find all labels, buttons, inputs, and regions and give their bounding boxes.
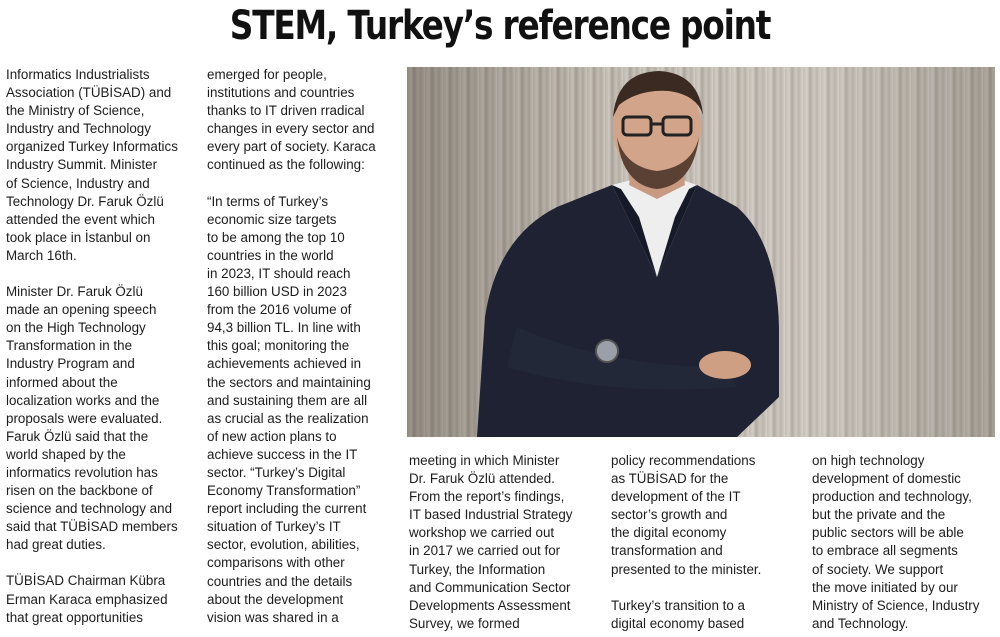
man-portrait-icon — [407, 67, 995, 437]
portrait-photo — [407, 67, 995, 437]
paragraph: Minister Dr. Faruk Özlü made an opening speech on the High Technology Transformation in the Industry Program and informed about the localization works and the proposals were evaluated. Faruk Özlü said that the world shaped by the informatics revolution has risen on the backbone of science and technology and said that TÜBİSAD members had great duties. — [6, 284, 178, 553]
paragraph: on high technology development of domestic production and technology, but the private and the public sectors will be able to embrace all segments of society. We support the move initiated by our Ministry of Science, Industry and Technology. — [812, 453, 980, 631]
article-column-1 — [6, 66, 196, 627]
paragraph: TÜBİSAD Chairman Kübra Erman Karaca emphasized that great opportunities — [6, 573, 168, 625]
headline: STEM, Turkey’s reference point — [229, 3, 771, 49]
paragraph: “In terms of Turkey’s economic size targets to be among the top 10 countries in the world in 2023, IT should reach 160 billion USD in 2023 from the 2016 volume of 94,3 billion TL. In line with this goal; monitoring the achievements achieved in the sectors and maintaining and sustaining them are all as crucial as the realization of new action plans to achieve success in the IT sector. “Turkey’s Digital Economy Transformation” report including the current situation of Turkey’s IT sector, evolution, abilities, comparisons with other countries and the details about the development vision was shared in a — [207, 193, 371, 625]
article-column-5 — [812, 452, 998, 633]
paragraph: Informatics Industrialists Association (TÜBİSAD) and the Ministry of Science, Industry and Technology organized Turkey Informatics Industry Summit. Minister of Science, Industry and Technology Dr. Faruk Özlü attended the event which took place in İstanbul on March 16th. — [6, 67, 178, 263]
article-column-3 — [409, 452, 595, 633]
paragraph: policy recommendations as TÜBİSAD for the development of the IT sector’s growth and the digital economy transformation and presented to the minister. — [611, 453, 762, 577]
paragraph: meeting in which Minister Dr. Faruk Özlü attended. From the report’s findings, IT based Industrial Strategy workshop we carried out in 2017 we carried out for Turkey, the Information and Communication Sector Developments Assessment Survey, we formed — [409, 453, 573, 631]
paragraph: Turkey’s transition to a digital economy based — [611, 597, 745, 631]
article-column-2 — [207, 66, 397, 627]
article-column-4 — [611, 452, 797, 633]
paragraph: emerged for people, institutions and countries thanks to IT driven rradical changes in every sector and every part of society. Karaca continued as the following: — [207, 67, 376, 173]
